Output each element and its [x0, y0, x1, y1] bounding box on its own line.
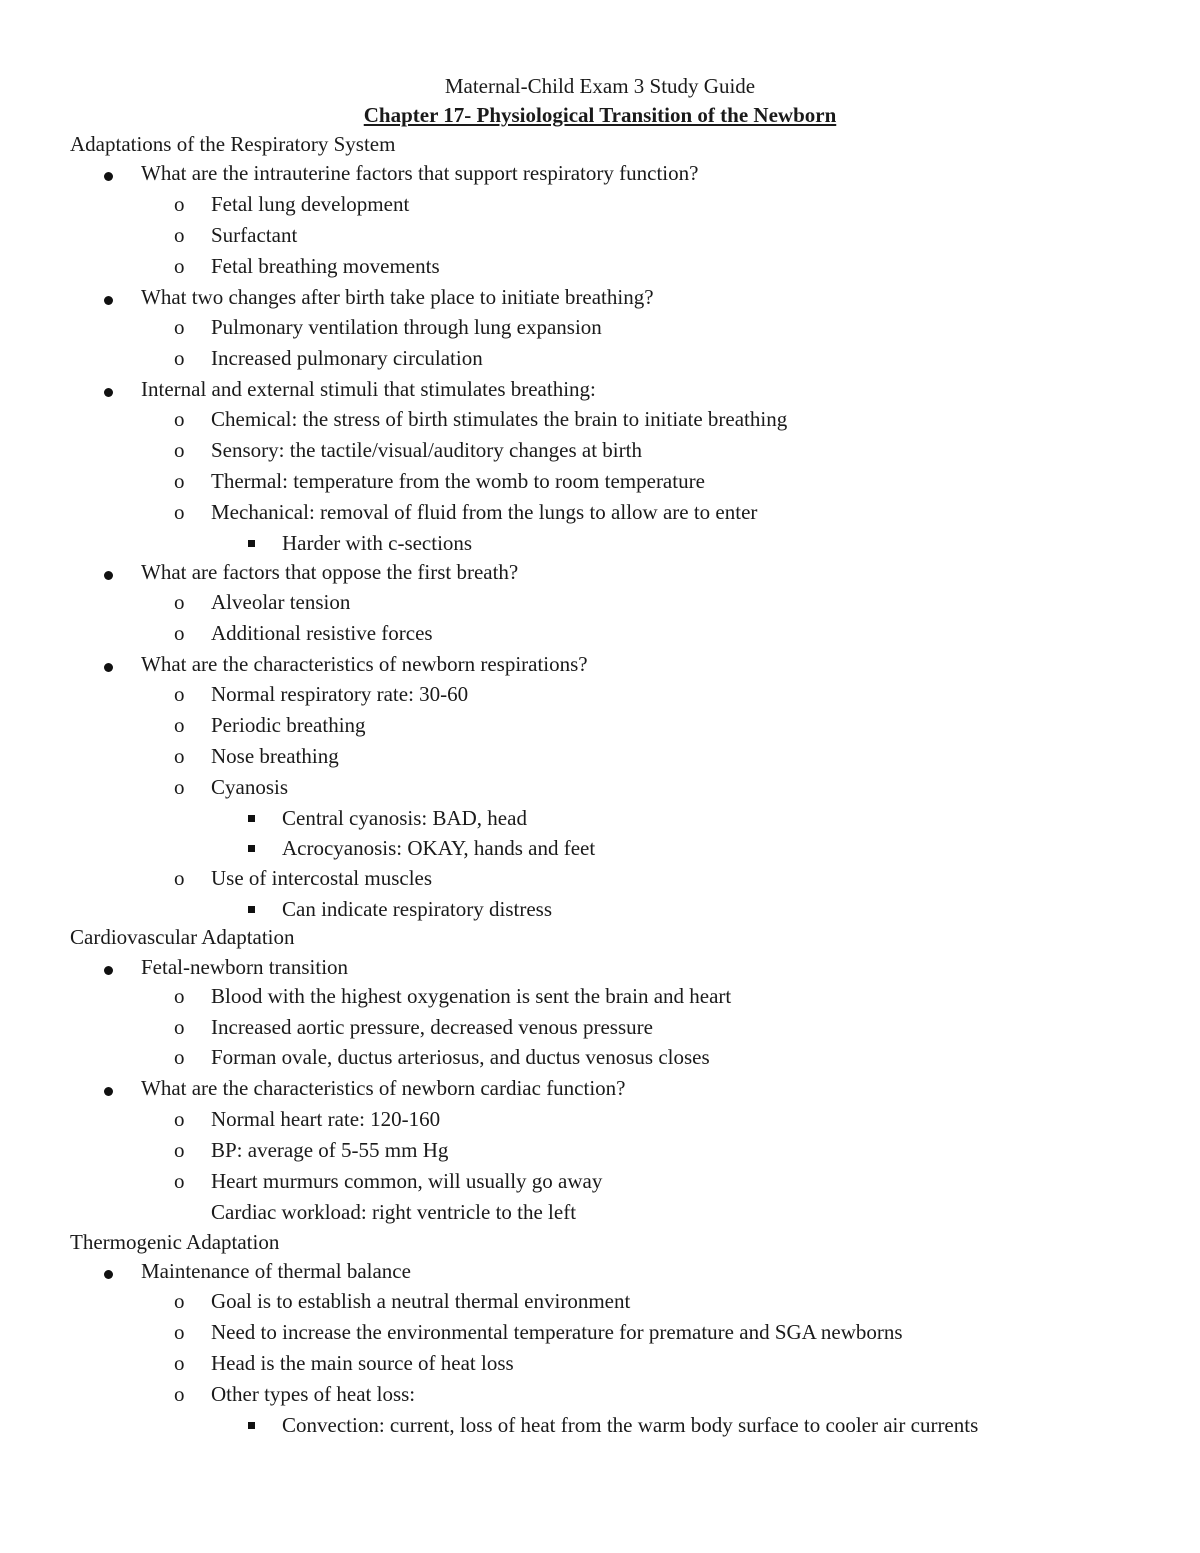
- line-text: Use of intercostal muscles: [211, 866, 433, 890]
- line-text: Head is the main source of heat loss: [211, 1351, 514, 1375]
- line-text: Surfactant: [211, 223, 298, 247]
- line-text: Harder with c-sections: [282, 531, 473, 555]
- line-text: What are factors that oppose the first breath?: [141, 560, 519, 584]
- bullet-dot-icon: [104, 1270, 113, 1279]
- line-text: Periodic breathing: [211, 713, 366, 737]
- line-text: Need to increase the environmental temperature for premature and SGA newborns: [211, 1320, 903, 1344]
- square-bullet-icon: [248, 1422, 255, 1429]
- line-text: Normal heart rate: 120-160: [211, 1107, 441, 1131]
- chapter-heading: Chapter 17- Physiological Transition of the Newborn: [363, 103, 837, 127]
- circle-bullet-icon: o: [174, 621, 185, 645]
- circle-bullet-icon: o: [174, 192, 185, 216]
- line-text: Blood with the highest oxygenation is sent the brain and heart: [211, 984, 732, 1008]
- bullet-dot-icon: [104, 1087, 113, 1096]
- circle-bullet-icon: o: [174, 590, 185, 614]
- circle-bullet-icon: o: [174, 438, 185, 462]
- circle-bullet-icon: o: [174, 1138, 185, 1162]
- circle-bullet-icon: o: [174, 744, 185, 768]
- line-text: Acrocyanosis: OKAY, hands and feet: [282, 836, 596, 860]
- line-text: Thermogenic Adaptation: [70, 1230, 280, 1254]
- square-bullet-icon: [248, 906, 255, 913]
- line-text: Cyanosis: [211, 775, 289, 799]
- line-text: Chemical: the stress of birth stimulates the brain to initiate breathing: [211, 407, 788, 431]
- circle-bullet-icon: o: [174, 254, 185, 278]
- line-text: Fetal lung development: [211, 192, 410, 216]
- line-text: Other types of heat loss:: [211, 1382, 416, 1406]
- line-text: Central cyanosis: BAD, head: [282, 806, 527, 830]
- circle-bullet-icon: o: [174, 469, 185, 493]
- circle-bullet-icon: o: [174, 1382, 185, 1406]
- circle-bullet-icon: o: [174, 866, 185, 890]
- line-text: Heart murmurs common, will usually go away: [211, 1169, 603, 1193]
- circle-bullet-icon: o: [174, 1107, 185, 1131]
- circle-bullet-icon: o: [174, 1015, 185, 1039]
- circle-bullet-icon: o: [174, 682, 185, 706]
- circle-bullet-icon: o: [174, 984, 185, 1008]
- bullet-dot-icon: [104, 388, 113, 397]
- line-text: BP: average of 5-55 mm Hg: [211, 1138, 449, 1162]
- line-text: Goal is to establish a neutral thermal environment: [211, 1289, 631, 1313]
- line-text: Pulmonary ventilation through lung expansion: [211, 315, 602, 339]
- circle-bullet-icon: o: [174, 500, 185, 524]
- square-bullet-icon: [248, 540, 255, 547]
- line-text: What are the characteristics of newborn respirations?: [141, 652, 588, 676]
- square-bullet-icon: [248, 815, 255, 822]
- circle-bullet-icon: o: [174, 223, 185, 247]
- line-text: Cardiac workload: right ventricle to the left: [211, 1200, 577, 1224]
- circle-bullet-icon: o: [174, 407, 185, 431]
- line-text: Adaptations of the Respiratory System: [70, 132, 396, 156]
- line-text: What two changes after birth take place to initiate breathing?: [141, 285, 654, 309]
- circle-bullet-icon: o: [174, 1045, 185, 1069]
- line-text: Additional resistive forces: [211, 621, 433, 645]
- circle-bullet-icon: o: [174, 1169, 185, 1193]
- bullet-dot-icon: [104, 571, 113, 580]
- line-text: Fetal-newborn transition: [141, 955, 349, 979]
- line-text: Nose breathing: [211, 744, 339, 768]
- line-text: Internal and external stimuli that stimulates breathing:: [141, 377, 596, 401]
- line-text: Forman ovale, ductus arteriosus, and ductus venosus closes: [211, 1045, 710, 1069]
- circle-bullet-icon: o: [174, 346, 185, 370]
- line-text: Sensory: the tactile/visual/auditory changes at birth: [211, 438, 642, 462]
- circle-bullet-icon: o: [174, 775, 185, 799]
- bullet-dot-icon: [104, 296, 113, 305]
- line-text: Alveolar tension: [211, 590, 351, 614]
- line-text: Cardiovascular Adaptation: [70, 925, 295, 949]
- line-text: Convection: current, loss of heat from the warm body surface to cooler air currents: [282, 1413, 979, 1437]
- line-text: What are the intrauterine factors that support respiratory function?: [141, 161, 699, 185]
- line-text: Thermal: temperature from the womb to room temperature: [211, 469, 705, 493]
- line-text: Mechanical: removal of fluid from the lungs to allow are to enter: [211, 500, 758, 524]
- line-text: Can indicate respiratory distress: [282, 897, 553, 921]
- circle-bullet-icon: o: [174, 315, 185, 339]
- line-text: Maintenance of thermal balance: [141, 1259, 411, 1283]
- circle-bullet-icon: o: [174, 713, 185, 737]
- circle-bullet-icon: o: [174, 1320, 185, 1344]
- line-text: Increased pulmonary circulation: [211, 346, 483, 370]
- circle-bullet-icon: o: [174, 1351, 185, 1375]
- square-bullet-icon: [248, 845, 255, 852]
- bullet-dot-icon: [104, 663, 113, 672]
- bullet-dot-icon: [104, 172, 113, 181]
- line-text: Normal respiratory rate: 30-60: [211, 682, 469, 706]
- line-text: Fetal breathing movements: [211, 254, 440, 278]
- line-text: What are the characteristics of newborn cardiac function?: [141, 1076, 626, 1100]
- bullet-dot-icon: [104, 966, 113, 975]
- circle-bullet-icon: o: [174, 1289, 185, 1313]
- document-title: Maternal-Child Exam 3 Study Guide: [444, 74, 756, 98]
- line-text: Increased aortic pressure, decreased venous pressure: [211, 1015, 653, 1039]
